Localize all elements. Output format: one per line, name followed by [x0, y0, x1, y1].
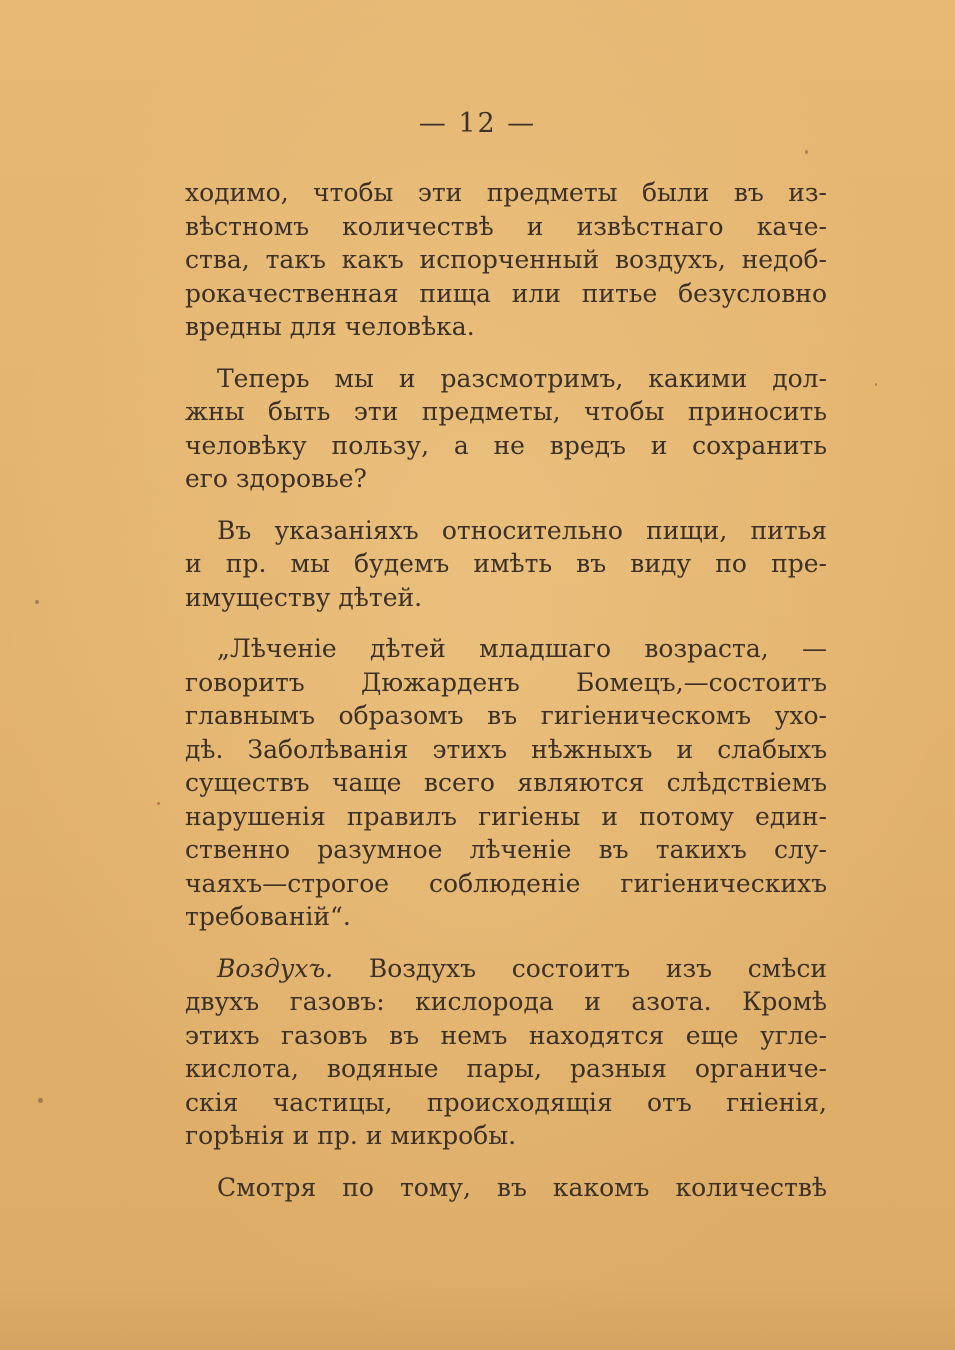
paper-speck — [157, 802, 160, 805]
text-line: Теперь мы и разсмотримъ, какими дол- — [217, 363, 827, 393]
paragraph — [185, 1171, 827, 1205]
text-line: существъ чаще всего являются слѣдствіемъ — [185, 768, 827, 797]
paragraph-gap — [185, 934, 827, 952]
text-line: дѣ. Заболѣванія этихъ нѣжныхъ и слабыхъ — [185, 734, 827, 764]
paragraph — [185, 952, 827, 1153]
text-line: вредны для человѣка. — [185, 312, 475, 341]
text-line: его здоровье? — [185, 464, 367, 493]
text-line: главнымъ образомъ въ гигіеническомъ ухо- — [185, 701, 827, 730]
text-line: имуществу дѣтей. — [185, 582, 423, 612]
text-line: двухъ газовъ: кислорода и азота. Кромѣ — [185, 987, 827, 1016]
text-line: нарушенія правилъ гигіены и потому един- — [185, 801, 827, 831]
paragraph-gap — [185, 1153, 827, 1171]
paragraph-gap — [185, 496, 827, 514]
text-line: ства, такъ какъ испорченный воздухъ, недоб- — [185, 245, 827, 274]
text-line: ходимо, чтобы эти предметы были въ из- — [185, 178, 827, 207]
paper-speck — [35, 600, 39, 604]
section-heading: Воздухъ. — [217, 953, 334, 983]
text-line: Въ указаніяхъ относительно пищи, питья — [217, 515, 827, 545]
paper-speck — [875, 383, 877, 386]
text-line: ственно разумное лѣченіе въ такихъ слу- — [185, 835, 827, 864]
text-line: чаяхъ—строгое соблюденіе гигіеническихъ — [185, 868, 827, 898]
text-line: скія частицы, происходящія отъ гніенія, — [185, 1087, 827, 1117]
text-line: рокачественная пища или питье безусловно — [185, 278, 827, 308]
text-line: горѣнія и пр. и микробы. — [185, 1121, 517, 1150]
text-line: человѣку пользу, а не вредъ и сохранить — [185, 430, 827, 460]
text-line-rest: Воздухъ состоитъ изъ смѣси — [333, 953, 827, 983]
paper-speck — [38, 1098, 43, 1103]
text-line — [185, 952, 827, 986]
paragraph — [185, 514, 827, 615]
text-line: этихъ газовъ въ немъ находятся еще угле- — [185, 1020, 827, 1050]
page-number: — 12 — — [418, 108, 537, 139]
page-text — [185, 176, 827, 1204]
text-line: вѣстномъ количествѣ и извѣстнаго каче- — [185, 211, 827, 241]
text-line: жны быть эти предметы, чтобы приносить — [185, 397, 827, 426]
text-line: кислота, водяные пары, разныя органиче- — [185, 1054, 827, 1083]
paragraph-gap — [185, 614, 827, 632]
paragraph-gap — [185, 344, 827, 362]
text-line: требованій“. — [185, 902, 351, 931]
text-line: Смотря по тому, въ какомъ количествѣ — [217, 1172, 827, 1202]
text-line: говоритъ Дюжарденъ Бомецъ,—состоитъ — [185, 667, 827, 697]
text-line: „Лѣченіе дѣтей младшаго возраста, — — [217, 634, 827, 663]
text-line: и пр. мы будемъ имѣть въ виду по пре- — [185, 549, 827, 578]
paragraph — [185, 176, 827, 344]
paragraph — [185, 632, 827, 934]
paper-speck — [805, 150, 808, 154]
paragraph — [185, 362, 827, 496]
